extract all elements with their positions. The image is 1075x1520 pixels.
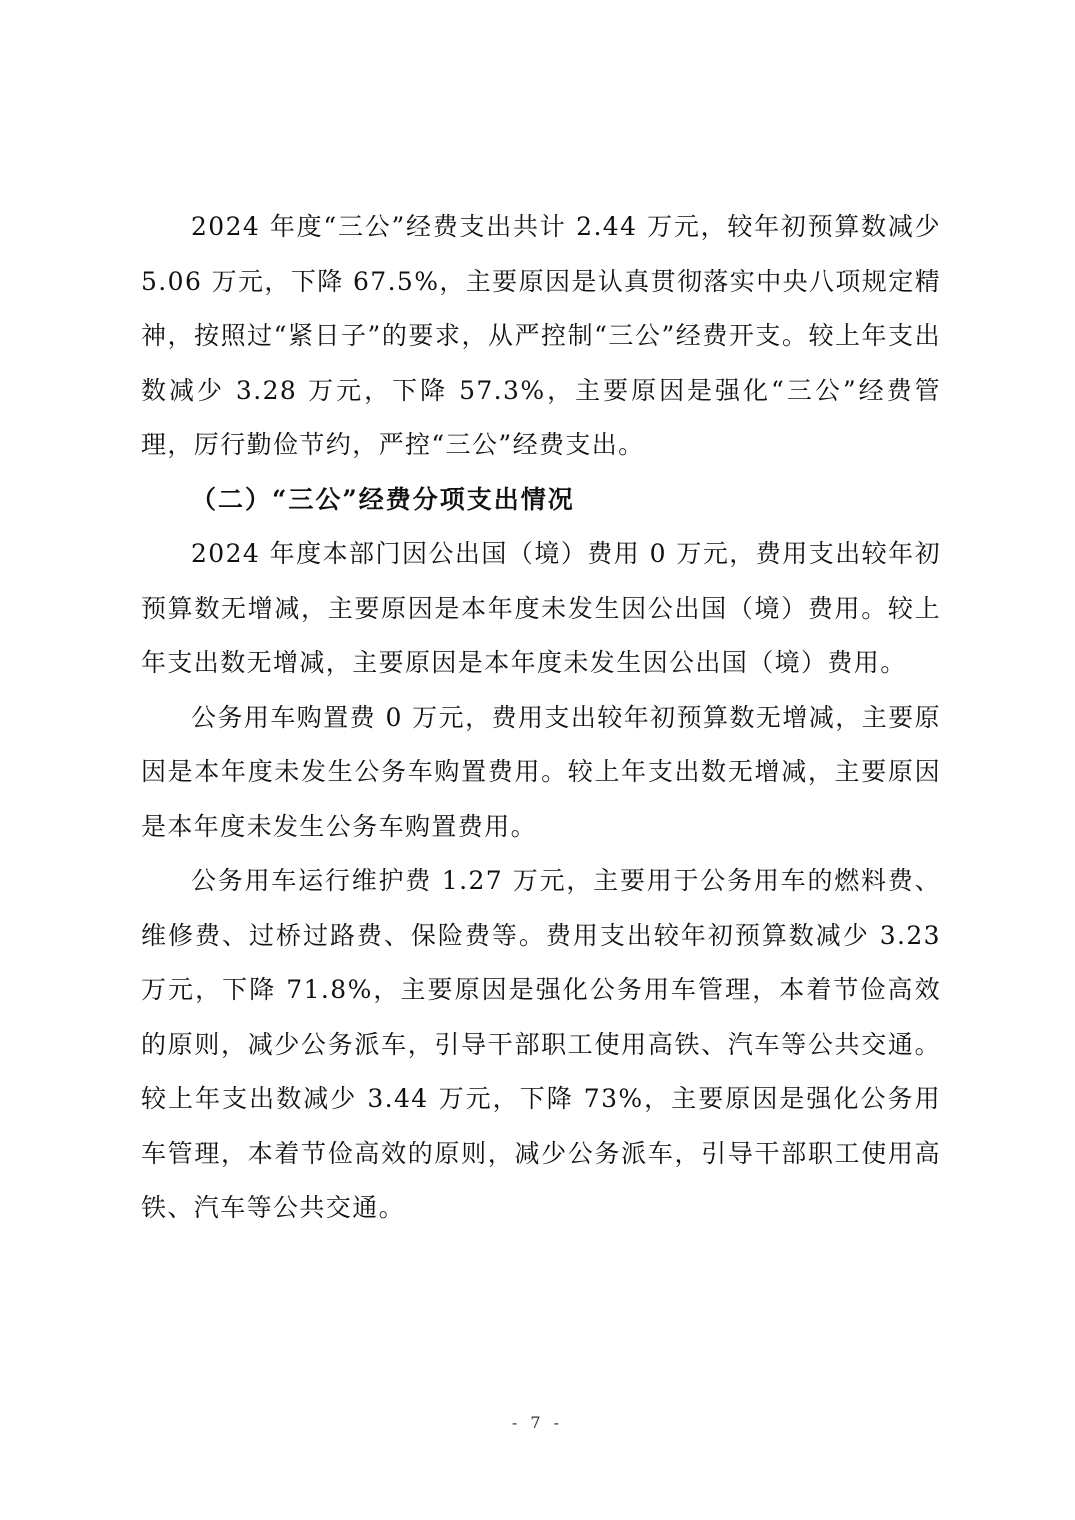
document-body: [141, 200, 941, 1236]
page-number: - 7 -: [511, 1413, 564, 1432]
paragraph-total-expenditure: 2024 年度“三公”经费支出共计 2.44 万元，较年初预算数减少 5.06 万元，下降 67.5%，主要原因是认真贯彻落实中央八项规定精神，按照过“紧日子”的要求，从严控制“三公”经费开支。较上年支出数减少 3.28 万元，下降 57.3%，主要原因是强化“三公”经费管理，厉行勤俭节约，严控“三公”经费支出。: [141, 212, 941, 459]
paragraph-vehicle-purchase: 公务用车购置费 0 万元，费用支出较年初预算数无增减，主要原因是本年度未发生公务车购置费用。较上年支出数无增减，主要原因是本年度未发生公务车购置费用。: [141, 702, 941, 841]
paragraph-vehicle-maintenance: 公务用车运行维护费 1.27 万元，主要用于公务用车的燃料费、维修费、过桥过路费、保险费等。费用支出较年初预算数减少 3.23 万元，下降 71.8%，主要原因是强化公务用车管理，本着节俭高效的原则，减少公务派车，引导干部职工使用高铁、汽车等公共交通。较上年支出数减少 3.44 万元，下降 73%，主要原因是强化公务用车管理，本着节俭高效的原则，减少公务派车，引导干部职工使用高铁、汽车等公共交通。: [141, 866, 941, 1222]
section-heading: （二）“三公”经费分项支出情况: [191, 484, 575, 514]
paragraph-overseas-travel: 2024 年度本部门因公出国（境）费用 0 万元，费用支出较年初预算数无增减，主要原因是本年度未发生因公出国（境）费用。较上年支出数无增减，主要原因是本年度未发生因公出国（境）费用。: [141, 539, 941, 677]
